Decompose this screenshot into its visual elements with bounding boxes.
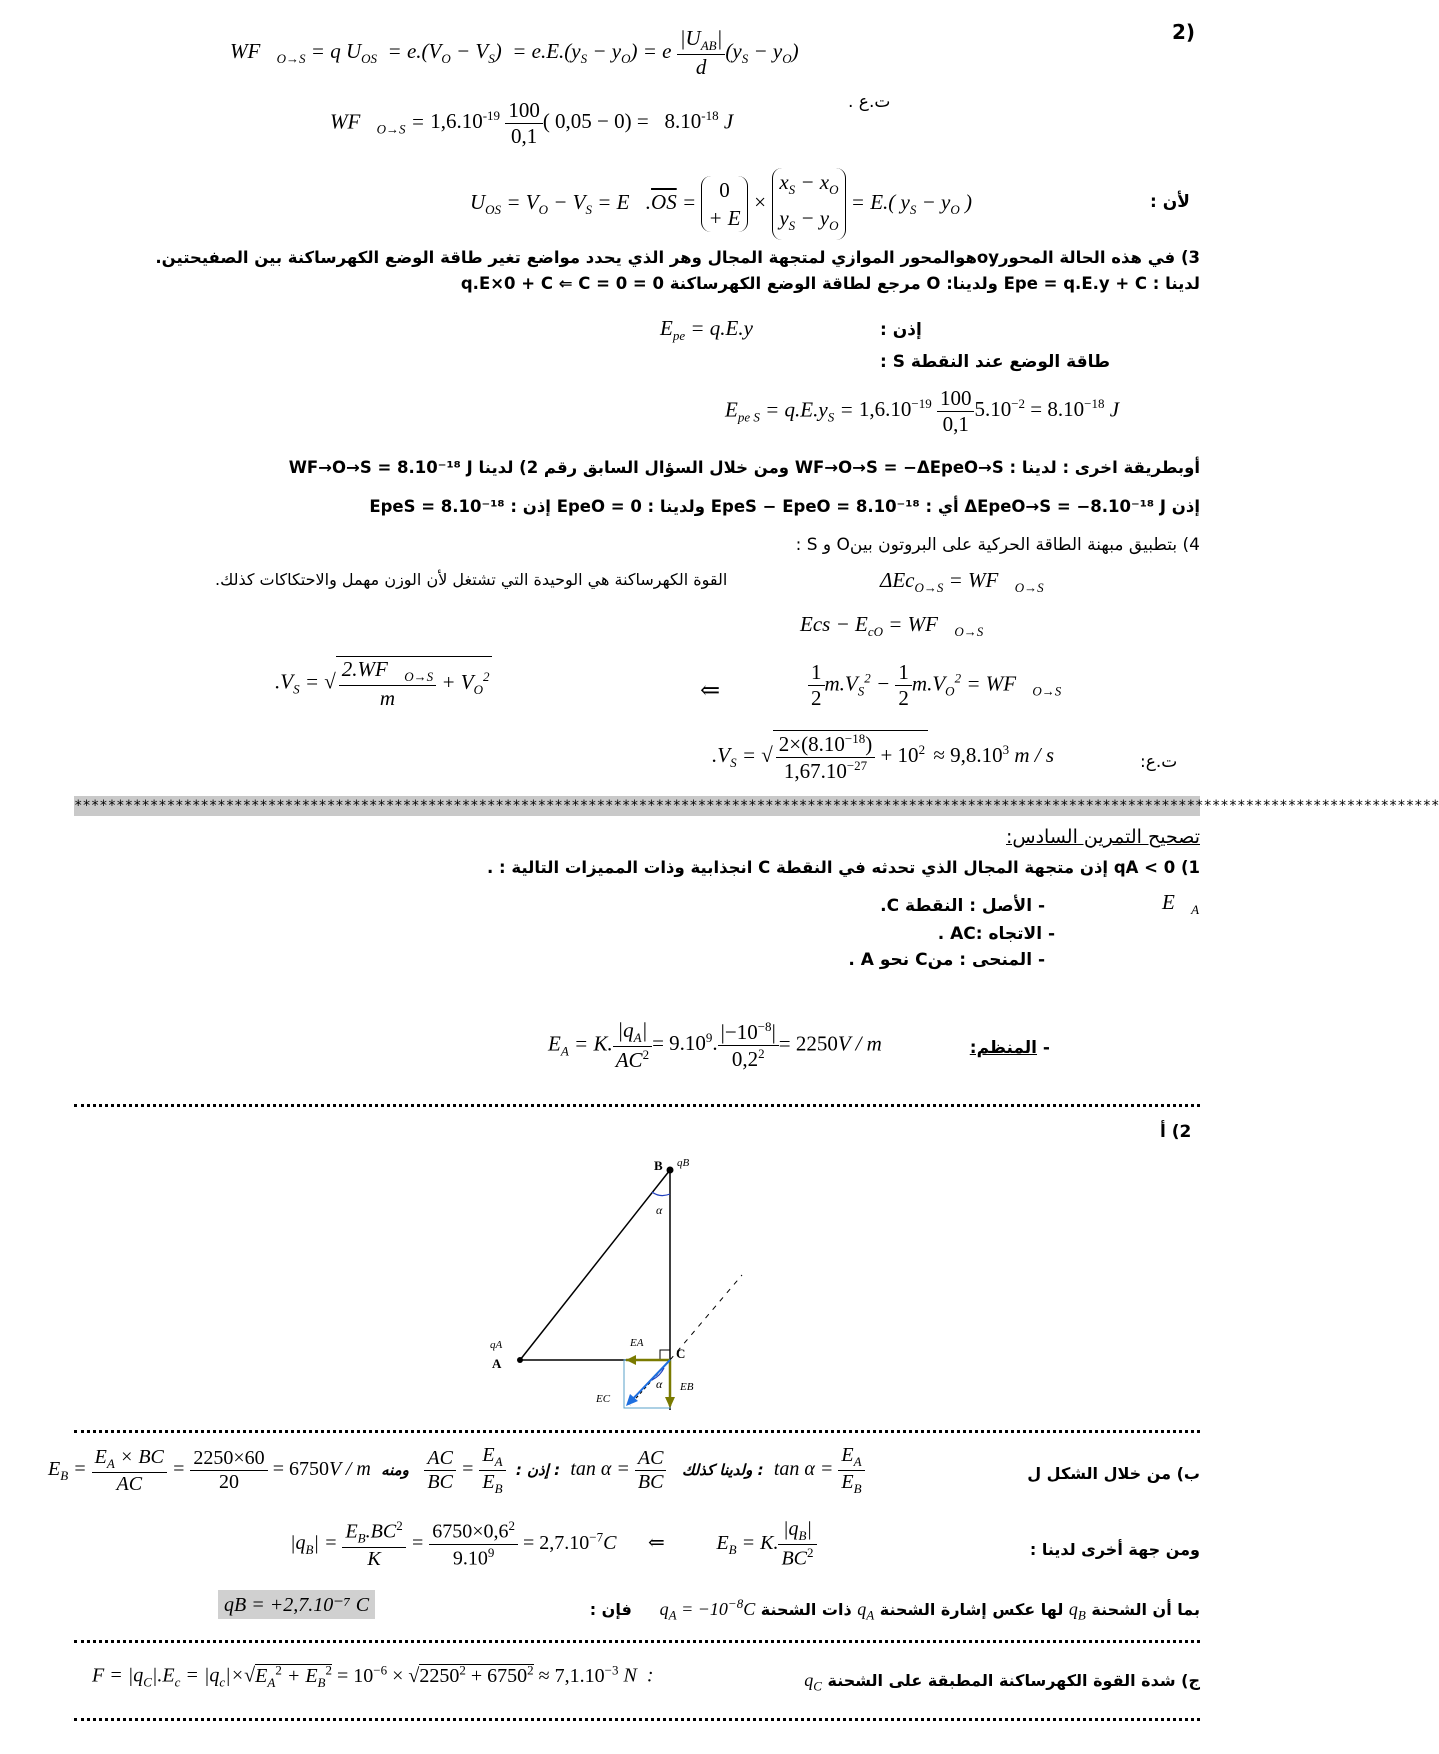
q2b-label: ب) من خلال الشكل ل — [1027, 1464, 1200, 1483]
field-direction: - الاتجاه :AC . — [937, 924, 1055, 944]
kinetic-theorem: $\Delta Ec_{O\to S} = WF⃗_{O\to S}$ — [880, 568, 1044, 596]
side-ab — [520, 1170, 670, 1360]
vector-ea-label: $E⃗_A$ — [1162, 890, 1200, 918]
field-sense: - المنحى : منC نحو A . — [848, 950, 1045, 970]
label-ec: EC — [596, 1393, 611, 1405]
triangle-diagram — [480, 1140, 770, 1440]
work-numeric: $WF⃗_{O\to S} = 1,6.10^{-19}$ $\frac{100}{0,1}$ ( $0,05 - 0) = 8.10^{-18}$ J — [330, 98, 734, 148]
q2c-equation: $F = |q_C|.E_c = |q_c|\times√E_A^2 + E_B^2 = 10^{-6} \times √2250^2 + 6750^2 \approx 7,1.10^{-3}$ N : — [92, 1662, 654, 1690]
vector-ec — [628, 1360, 670, 1404]
field-origin: - الأصل : النقطة C. — [880, 896, 1045, 916]
ec-line: Ecs − $E_{cO}$ = $WF⃗_{O\to S}$ — [800, 612, 984, 640]
label-b: B — [654, 1158, 663, 1173]
part3-line2: لدينا : Epe = q.E.y + C ولدينا: O مرجع لطاقة الوضع الكهرساكنة 0 = q.E×0 + C ⇐ C = 0 — [460, 274, 1200, 293]
q2b-line3: بما أن الشحنة $q_B$ لها عكس إشارة الشحنة $q_A$ ذات الشحنة $q_A = -10^{-8}C$ فإن : — [589, 1596, 1200, 1623]
epe-formula: $E_{pe} = q.E.y$ — [660, 316, 753, 344]
angle-alpha-b — [652, 1192, 670, 1196]
q2c-label: ج) شدة القوة الكهرساكنة المطبقة على الشحنة $q_C$ — [804, 1670, 1200, 1694]
q2b-equations: $E_B$ = $\frac{E_A \times BC}{AC}$ = $\frac{2250\times 60}{20}$ = 6750V / m إذن : $\frac{E_A}{E_B}$ = $\frac{AC}{BC}$ ومنه : tan α = $\frac{AC}{BC}$ ولدينا كذلك : tan α = $\frac{E_A}{E_B}$ — [48, 1444, 865, 1497]
label-qb: qB — [677, 1157, 690, 1169]
numerical-application-label: ت.ع . — [848, 92, 891, 112]
star-separator: ****************************************************************************************************************************************************************** — [74, 798, 1439, 814]
dotted-separator-1 — [74, 1104, 1200, 1107]
q2b-line2-label: ومن جهة أخرى لدينا : — [1029, 1540, 1200, 1559]
then-line: إذن ΔEpeO→S = −8.10⁻¹⁸ J أي : EpeS − EpeO = 8.10⁻¹⁸ ولدينا : EpeO = 0 إذن : EpeS = 8.10⁻¹⁸ — [369, 497, 1200, 516]
label-eb: EB — [680, 1381, 694, 1393]
label-ea: EA — [630, 1337, 644, 1349]
other-way-line: أوبطريقة اخرى : لدينا : WF→O→S = −ΔEpeO→S ومن خلال السؤال السابق رقم 2) لدينا WF→O→S = 8.10⁻¹⁸ J — [288, 458, 1200, 477]
label-alpha-b: α — [656, 1203, 663, 1217]
field-magnitude-label: - المنظم: — [969, 1038, 1050, 1058]
vs-numeric: $.V_S$ = √ $\frac{2\times(8.10^{-18})}{1,67.10^{-27}}$ + $10^2 \approx 9,8.10^3$ m / s — [712, 731, 1055, 783]
energy-at-s-label: طاقة الوضع عند النقطة S : — [880, 352, 1111, 372]
item-number-2: (2 — [1172, 20, 1196, 44]
dotted-separator-4 — [74, 1718, 1200, 1721]
work-formula: $WF⃗_{O\to S} = q$ $U_{OS} = e.(V_O - V_S) = e.E.(y_S - y_O) = e$ $\frac{|U_{AB}|}{d}$ $(y_S - y_O)$ — [230, 26, 799, 80]
u-os-formula: $U_{OS} = V_O - V_S$ = $E⃗.\overline{OS} = 0$ + $E \times x_S - x_O$ $y_S - y_O = E$.( $y_S - y_O$ ) — [470, 168, 972, 240]
exercise6-title: تصحيح التمرين السادس: — [1006, 826, 1200, 848]
q2b-line2-equations: $|q_B|$ = $\frac{E_B.BC^2}{K}$ = $\frac{6750\times 0,6^2}{9.10^9}$ = $2,7.10^{-7}C$ ⇐ $E_B = K$. $\frac{|q_B|}{BC^2}$ — [290, 1518, 817, 1571]
epe-s-formula: $E_{pe S} = q.E.y_S = 1,6.10^{-19}$ $\frac{100}{0,1}$ $5.10^{-2} = 8.10^{-18}$ J — [725, 386, 1120, 436]
right-angle-mark — [660, 1350, 670, 1360]
point-a — [517, 1357, 523, 1363]
kinetic-equation: $\frac{1}{2}$ $m.V_S^2$ − $\frac{1}{2}$ $m.V_O^2$ = $WF⃗_{O\to S}$ — [808, 660, 1061, 711]
field-magnitude-formula: $E_A = K$. $\frac{|q_A|}{AC^2}$ = $9.10^9$. $\frac{|-10^{-8}|}{0,2^2}$ = 2250V / m — [548, 1018, 882, 1073]
label-alpha-c: α — [656, 1377, 663, 1391]
label-c: C — [676, 1346, 686, 1361]
implies-arrow: ⇐ — [700, 678, 721, 704]
because-label: لأن : — [1150, 192, 1190, 212]
label-a: A — [492, 1356, 502, 1371]
part3-line1: 3) في هذه الحالة المحورoyهوالمحور الموازي لمتجهة المجال وهر الذي يحدد مواضع تغير طاقة الوضع الكهرساكنة بين الصفيحتين. — [155, 248, 1200, 267]
reason-text: القوة الكهرساكنة هي الوحيدة التي تشتغل لأن الوزن مهمل والاحتكاكات كذلك. — [215, 570, 728, 589]
exercise6-q1: 1) qA < 0 إذن متجهة المجال الذي تحدثه في النقطة C انجذابية وذات المميزات التالية : . — [487, 858, 1200, 877]
point-b — [667, 1167, 674, 1174]
then-label: إذن : — [880, 320, 922, 340]
qb-result: qB = +2,7.10⁻⁷ C — [218, 1590, 375, 1619]
numeric-label: ت.ع: — [1140, 752, 1178, 772]
dotted-separator-2 — [74, 1430, 1200, 1433]
dotted-separator-3 — [74, 1640, 1200, 1643]
part4-line1: 4) بتطبيق مبهنة الطاقة الحركية على البروتون بينO و S : — [795, 535, 1200, 555]
label-qa: qA — [490, 1339, 503, 1351]
vs-formula: $.V_S$ = √ $\frac{2.WF⃗_{O\to S}}{m}$ + $V_O^2$ — [275, 656, 492, 711]
question-2a: 2) أ — [1160, 1122, 1192, 1142]
